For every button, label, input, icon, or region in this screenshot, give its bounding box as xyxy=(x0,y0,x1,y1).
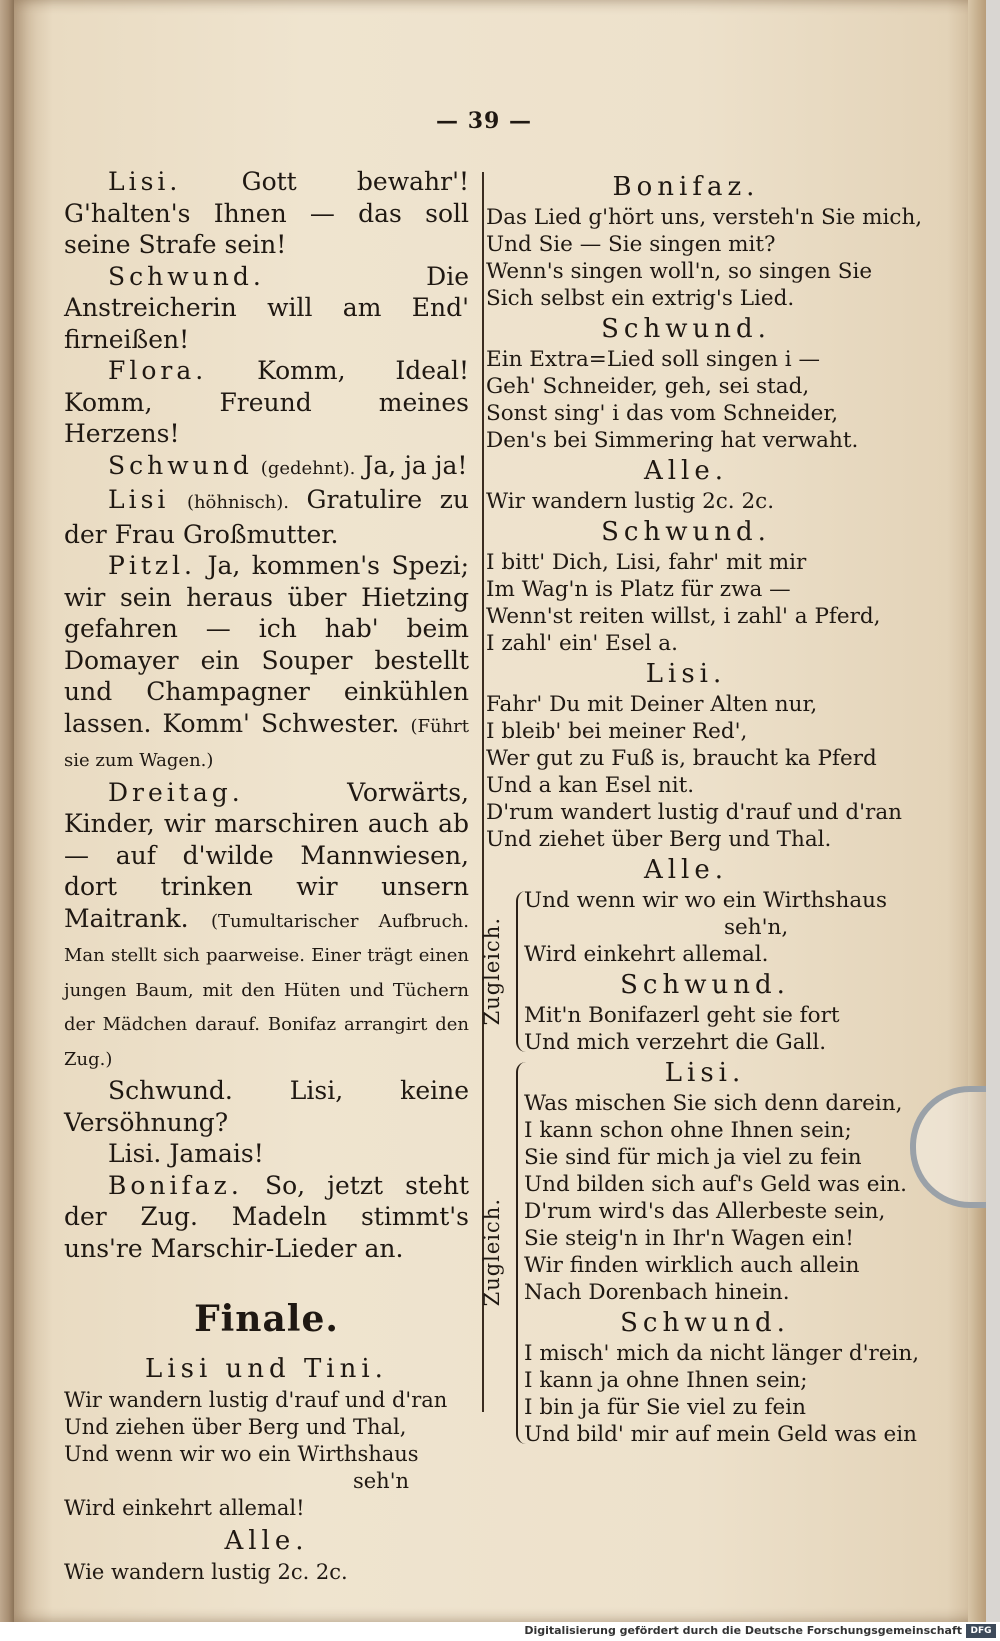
speaker-heading: Lisi. xyxy=(664,1058,746,1088)
finale-speaker: Lisi und Tini. xyxy=(145,1354,388,1384)
speaker-name: Pitzl. xyxy=(108,551,196,580)
verse-line: Wir wandern lustig d'rauf und d'ran xyxy=(64,1388,448,1412)
dialogue-paragraph xyxy=(64,777,469,1076)
dialogue-text: So, jetzt steht der Zug. Madeln stimmt's uns're Marschir-Lieder an. xyxy=(64,1170,469,1263)
verse-line: Sie steig'n in Ihr'n Wagen ein! xyxy=(524,1226,854,1251)
verse-line: Mit'n Bonifazerl geht sie fort xyxy=(524,1003,840,1028)
verse-line: Und bild' mir auf mein Geld was ein xyxy=(524,1422,917,1447)
dialogue-paragraph xyxy=(64,1075,469,1138)
verse-line: seh'n xyxy=(352,1469,409,1493)
dialogue-text: Lisi, keine Versöhnung? xyxy=(64,1076,470,1137)
dialogue-text: Vorwärts, Kinder, wir marschiren auch ab — auf d'wilde Mannwiesen, dort trinken wir unsern Maitrank. xyxy=(64,777,469,933)
dialogue-paragraph xyxy=(64,1138,469,1170)
finale-heading: Finale. xyxy=(194,1298,339,1340)
verse-line: Den's bei Simmering hat verwaht. xyxy=(486,428,859,453)
verse-line: I misch' mich da nicht länger d'rein, xyxy=(524,1341,920,1366)
speaker-heading: Lisi. xyxy=(645,659,727,689)
verse-line: Sich selbst ein extrig's Lied. xyxy=(486,286,795,311)
stage-direction: (gedehnt). xyxy=(260,457,356,479)
dialogue-paragraph xyxy=(64,484,469,550)
verse-line: Und ziehet über Berg und Thal. xyxy=(486,827,832,852)
left-column xyxy=(64,166,469,1586)
verse-line: Geh' Schneider, geh, sei stad, xyxy=(486,374,810,399)
verse-line: D'rum wird's das Allerbeste sein, xyxy=(524,1199,886,1224)
verse-line: Wer gut zu Fuß is, braucht ka Pferd xyxy=(486,746,877,771)
verse-line: seh'n, xyxy=(724,915,789,940)
speaker-name: Dreitag. xyxy=(108,777,244,807)
speaker-heading: Schwund. xyxy=(601,314,771,344)
speaker-heading: Schwund. xyxy=(620,970,790,1000)
speaker-heading: Schwund. xyxy=(620,1308,790,1338)
verse-line: Und wenn wir wo ein Wirthshaus xyxy=(524,888,888,913)
verse-line: Und mich verzehrt die Gall. xyxy=(524,1030,827,1055)
speaker-name: Schwund. xyxy=(108,261,265,291)
dialogue-text: Jamais! xyxy=(169,1139,264,1168)
verse-line: Fahr' Du mit Deiner Alten nur, xyxy=(486,692,818,717)
dialogue-paragraph xyxy=(64,1170,469,1265)
dialogue-paragraph xyxy=(64,550,469,777)
verse-line: D'rum wandert lustig d'rauf und d'ran xyxy=(486,800,902,825)
verse-line: Und bilden sich auf's Geld was ein. xyxy=(524,1172,908,1197)
verse-line: Das Lied g'hört uns, versteh'n Sie mich, xyxy=(486,205,923,230)
verse-line: I bitt' Dich, Lisi, fahr' mit mir xyxy=(486,550,807,575)
verse-line: Im Wag'n is Platz für zwa — xyxy=(486,577,791,602)
right-column xyxy=(480,170,923,1448)
book-page xyxy=(14,0,986,1622)
speaker-heading: Alle. xyxy=(643,855,729,885)
verse-line: Sonst sing' i das vom Schneider, xyxy=(486,401,839,426)
verse-line: Wird einkehrt allemal. xyxy=(524,942,769,967)
verse-line: I zahl' ein' Esel a. xyxy=(486,631,678,656)
verse-line: Wenn's singen woll'n, so singen Sie xyxy=(486,259,873,284)
brace-bracket xyxy=(516,891,528,1052)
dialogue-text: Ja, ja ja! xyxy=(363,450,468,480)
dialogue-paragraph xyxy=(64,166,469,261)
verse-line: Wenn'st reiten willst, i zahl' a Pferd, xyxy=(486,604,881,629)
speaker-heading: Bonifaz. xyxy=(612,172,760,202)
speaker-name: Flora. xyxy=(108,356,208,385)
zugleich-label: Zugleich. xyxy=(480,917,504,1026)
dialogue-text: Komm, Ideal! Komm, Freund meines Herzens! xyxy=(64,356,470,448)
verse-line: I bin ja für Sie viel zu fein xyxy=(524,1395,806,1420)
dialogue-paragraph xyxy=(64,450,469,485)
dialogue-paragraph xyxy=(64,261,469,356)
dfg-logo: DFG xyxy=(966,1624,996,1638)
verse-line: I bleib' bei meiner Red', xyxy=(486,719,748,744)
dialogue-text: Ja, kommen's Spezi; wir sein heraus über Hietzing gefahren — ich hab' beim Domayer ein Souper bestellt und Champagner einkühlen lassen. Komm' Schwester. xyxy=(64,551,469,738)
speaker-name: Schwund. xyxy=(108,1076,233,1105)
verse-line: Und Sie — Sie singen mit? xyxy=(486,232,776,257)
footer-credit: Digitalisierung gefördert durch die Deutsche Forschungsgemeinschaft xyxy=(524,1624,962,1637)
verse-line: Wir finden wirklich auch allein xyxy=(524,1253,860,1278)
verse-line: I kann ja ohne Ihnen sein; xyxy=(524,1368,808,1393)
verse-line: Und wenn wir wo ein Wirthshaus xyxy=(64,1442,419,1466)
adjacent-page-edge xyxy=(0,0,14,1641)
page-edge-shadow xyxy=(968,0,986,1622)
zugleich-group xyxy=(480,887,888,1056)
footer-bar xyxy=(0,1622,1000,1641)
verse-line: Wird einkehrt allemal! xyxy=(64,1496,305,1520)
verse-line: I kann schon ohne Ihnen sein; xyxy=(524,1118,852,1143)
speaker-heading: Schwund. xyxy=(601,517,771,547)
verse-line: Und a kan Esel nit. xyxy=(486,773,695,798)
speaker-name: Lisi xyxy=(108,485,170,514)
verse-line: Ein Extra=Lied soll singen i — xyxy=(486,347,820,372)
alle-speaker: Alle. xyxy=(224,1526,309,1556)
stage-direction: (Führt sie zum Wagen.) xyxy=(64,715,469,771)
dialogue-paragraph xyxy=(64,355,469,450)
verse-line: Sie sind für mich ja viel zu fein xyxy=(524,1145,862,1170)
dialogue-text: Gratulire zu der Frau Großmutter. xyxy=(64,485,469,549)
verse-line: Nach Dorenbach hinein. xyxy=(524,1280,790,1305)
stage-direction: (höhnisch). xyxy=(186,492,289,513)
dialogue-text: Die Anstreicherin will am End' firneißen! xyxy=(64,261,469,354)
verse-line: Und ziehen über Berg und Thal, xyxy=(64,1415,407,1439)
page-clip xyxy=(910,1086,986,1208)
speaker-name: Lisi. xyxy=(108,167,182,196)
zugleich-group xyxy=(480,1058,920,1448)
verse-line: Wie wandern lustig 2c. 2c. xyxy=(64,1560,348,1584)
speaker-name: Bonifaz. xyxy=(108,1170,243,1200)
zugleich-label: Zugleich. xyxy=(480,1198,504,1307)
speaker-name: Lisi. xyxy=(108,1139,162,1168)
brace-bracket xyxy=(516,1062,528,1444)
speaker-heading: Alle. xyxy=(643,456,729,486)
dialogue-text: Gott bewahr'! G'halten's Ihnen — das soll seine Strafe sein! xyxy=(64,167,469,259)
stage-direction: (Tumultarischer Aufbruch. Man stellt sich paarweise. Einer trägt einen jungen Baum, mit den Hüten und Tüchern der Mädchen darauf. Bonifaz arrangirt den Zug.) xyxy=(64,910,469,1070)
page-number: — 39 — xyxy=(436,108,532,134)
verse-line: Was mischen Sie sich denn darein, xyxy=(524,1091,903,1116)
verse-line: Wir wandern lustig 2c. 2c. xyxy=(486,489,775,514)
speaker-name: Schwund xyxy=(108,450,253,480)
